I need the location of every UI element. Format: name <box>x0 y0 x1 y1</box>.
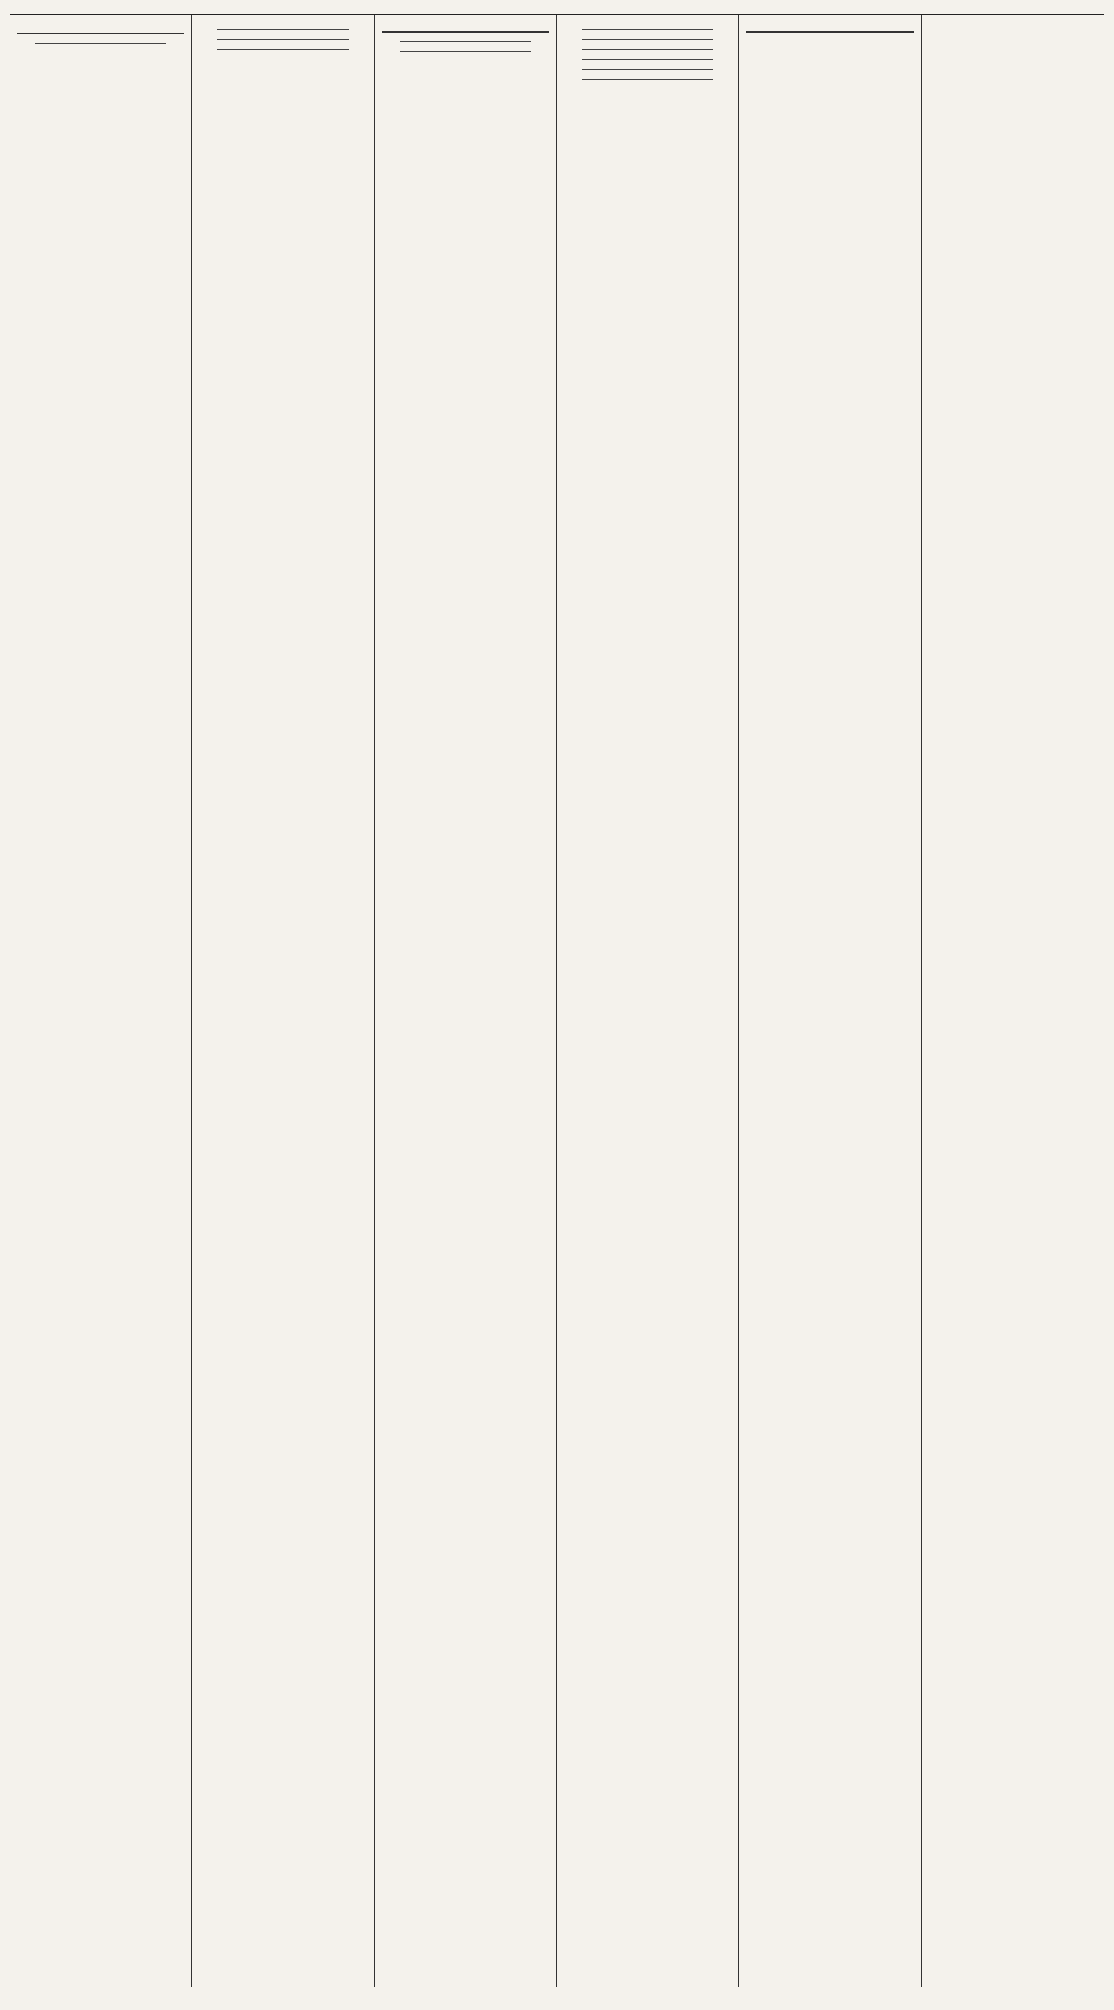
article-divider <box>400 51 531 52</box>
article-divider <box>582 49 713 50</box>
article-divider <box>217 39 348 40</box>
article-divider <box>582 39 713 40</box>
article-divider <box>400 41 531 42</box>
article-divider <box>582 59 713 60</box>
masthead <box>10 6 1104 15</box>
article-divider <box>217 29 348 30</box>
column-4 <box>557 15 739 1987</box>
column-3 <box>375 15 557 1987</box>
article-divider <box>582 69 713 70</box>
article-divider <box>582 79 713 80</box>
article-divider <box>217 49 348 50</box>
section-divider <box>746 31 913 33</box>
section-divider <box>382 31 549 33</box>
article-divider <box>582 29 713 30</box>
column-1 <box>10 15 192 1987</box>
column-6 <box>922 15 1104 1987</box>
column-5 <box>739 15 921 1987</box>
columns-container <box>10 15 1104 1987</box>
section-title <box>17 29 184 34</box>
column-2 <box>192 15 374 1987</box>
article-divider <box>35 43 166 44</box>
